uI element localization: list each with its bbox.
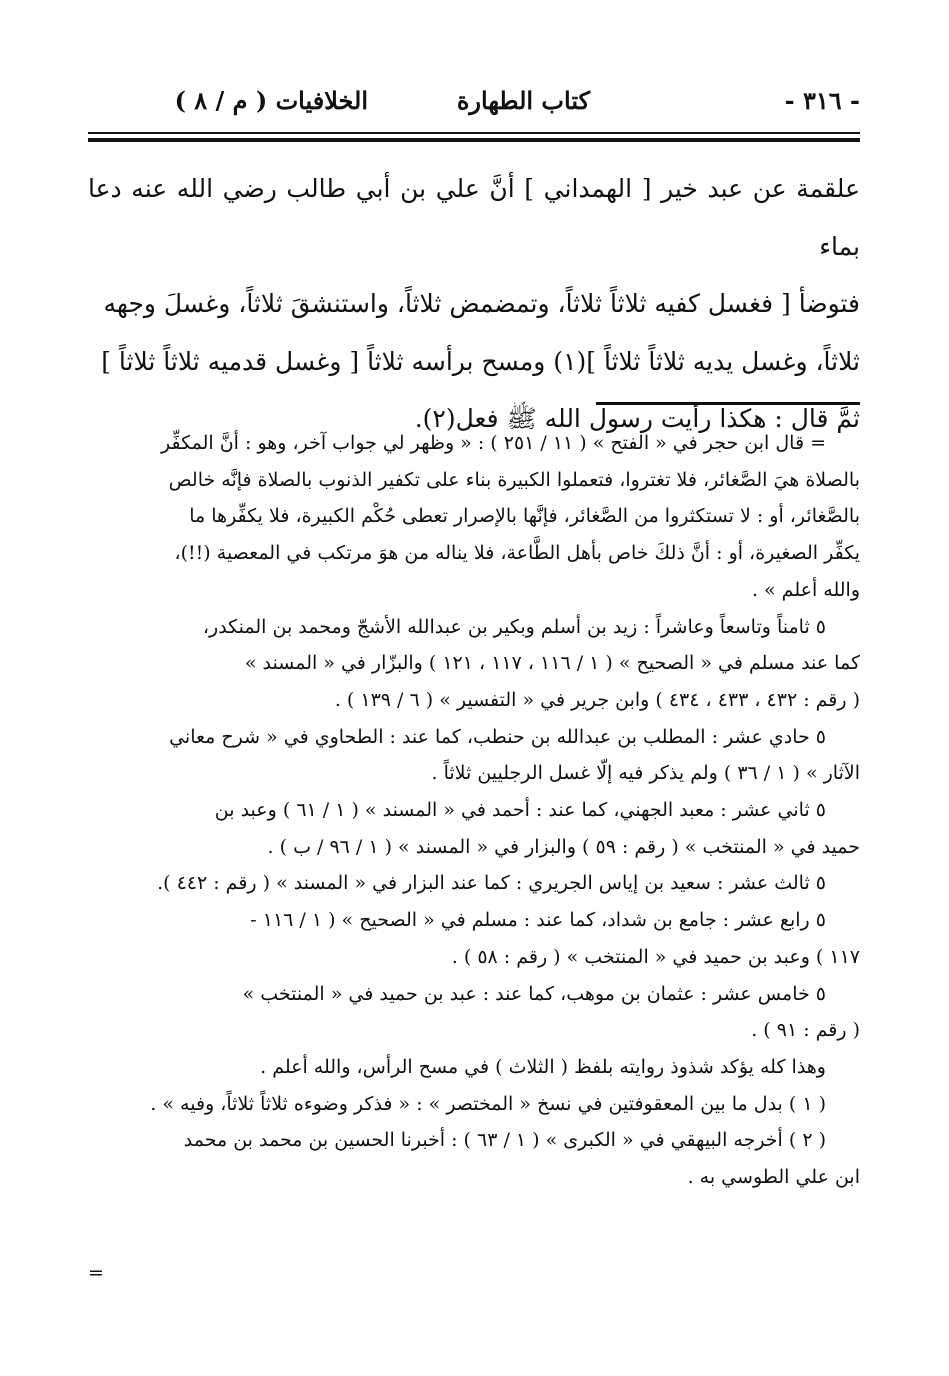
book-title: كتاب الطهارة — [456, 86, 590, 115]
footnote-line: يكفِّر الصغيرة، أو : أنَّ ذلكَ خاص بأهل الطَّاعة، فلا يناله من هوَ مرتكب في المعصية (!!)، — [174, 542, 860, 565]
header-rule-thin — [88, 132, 860, 134]
page-number: - ٣١٦ - — [784, 86, 860, 115]
footnote-line: ( ١ ) بدل ما بين المعقوفتين في نسخ « المختصر » : « فذكر وضوءه ثلاثاً ثلاثاً، وفيه » . — [150, 1092, 826, 1115]
continuation-mark: = — [88, 1262, 104, 1284]
footnote-line: ٥ حادي عشر : المطلب بن عبدالله بن حنطب، كما عند : الطحاوي في « شرح معاني — [169, 725, 826, 748]
footnote-line: = قال ابن حجر في « الفتح » ( ١١ / ٢٥١ ) : « وظهر لي جواب آخر، وهو : أنَّ المكفِّر — [161, 432, 826, 454]
footnote-line: كما عند مسلم في « الصحيح » ( ١ / ١١٦ ، ١١٧ ، ١٢١ ) والبزّار في « المسند » — [244, 652, 860, 675]
footnote-line: بالصَّغائر، أو : لا تستكثروا من الصَّغائر، فإنَّها بالإصرار تعطى حُكْم الكبيرة، فلا يكفِّرها ما — [189, 505, 860, 528]
footnote-line: ٥ خامس عشر : عثمان بن موهب، كما عند : عبد بن حميد في « المنتخب » — [242, 982, 826, 1005]
main-text-line: ثلاثاً، وغسل يديه ثلاثاً ثلاثاً ](١) ومسح برأسه ثلاثاً [ وغسل قدميه ثلاثاً ثلاثاً ] — [101, 346, 860, 376]
footnote-line: وهذا كله يؤكد شذوذ روايته بلفظ ( الثلاث ) في مسح الرأس، والله أعلم . — [260, 1055, 826, 1078]
footnote-line: والله أعلم » . — [751, 578, 860, 601]
footnote-line: ( ٢ ) أخرجه البيهقي في « الكبرى » ( ١ / ٦٣ ) : أخبرنا الحسين بن محمد بن محمد — [183, 1129, 826, 1152]
footnote-line: ( رقم : ٤٣٢ ، ٤٣٣ ، ٤٣٤ ) وابن جرير في « التفسير » ( ٦ / ١٣٩ ) . — [334, 688, 860, 711]
footnote-separator — [596, 402, 860, 405]
main-text-line: علقمة عن عبد خير [ الهمداني ] أنَّ علي بن أبي طالب رضي الله عنه دعا بماء — [88, 174, 860, 261]
main-text-line: فتوضأ [ فغسل كفيه ثلاثاً ثلاثاً، وتمضمض ثلاثاً، واستنشقَ ثلاثاً، وغسلَ وجهه — [103, 289, 860, 318]
footnote-line: ( رقم : ٩١ ) . — [751, 1019, 860, 1042]
footnotes — [88, 425, 860, 1196]
footnote-line: حميد في « المنتخب » ( رقم : ٥٩ ) والبزار في « المسند » ( ١ / ٩٦ / ب ) . — [267, 835, 860, 858]
footnote-line: بالصلاة هيَ الصَّغائر، فلا تغتروا، فتعملوا الكبيرة بناء على تكفير الذنوب بالصلاة فإنَّه خالص — [168, 468, 860, 491]
footnote-line: ١١٧ ) وعبد بن حميد في « المنتخب » ( رقم : ٥٨ ) . — [451, 945, 860, 968]
footnote-line: ٥ رابع عشر : جامع بن شداد، كما عند : مسلم في « الصحيح » ( ١ / ١١٦ - — [250, 909, 826, 932]
footnote-line: ابن علي الطوسي به . — [687, 1166, 860, 1189]
footnote-line: ٥ ثالث عشر : سعيد بن إياس الجريري : كما عند البزار في « المسند » ( رقم : ٤٤٢ ). — [157, 872, 826, 895]
section-title: الخلافيات ( م / ٨ ) — [174, 86, 368, 115]
footnote-line: ٥ ثاني عشر : معبد الجهني، كما عند : أحمد في « المسند » ( ١ / ٦١ ) وعبد بن — [214, 799, 826, 822]
header-rule-thick — [88, 138, 860, 142]
running-header — [88, 82, 860, 126]
main-text-line: ثمَّ قال : هكذا رأيت رسول الله ﷺ فعل(٢). — [414, 404, 860, 433]
footnote-line: ٥ ثامناً وتاسعاً وعاشراً : زيد بن أسلم وبكير بن عبدالله الأشجّ ومحمد بن المنكدر، — [202, 615, 826, 638]
footnote-line: الآثار » ( ١ / ٣٦ ) ولم يذكر فيه إلّا غسل الرجليين ثلاثاً . — [431, 762, 860, 785]
